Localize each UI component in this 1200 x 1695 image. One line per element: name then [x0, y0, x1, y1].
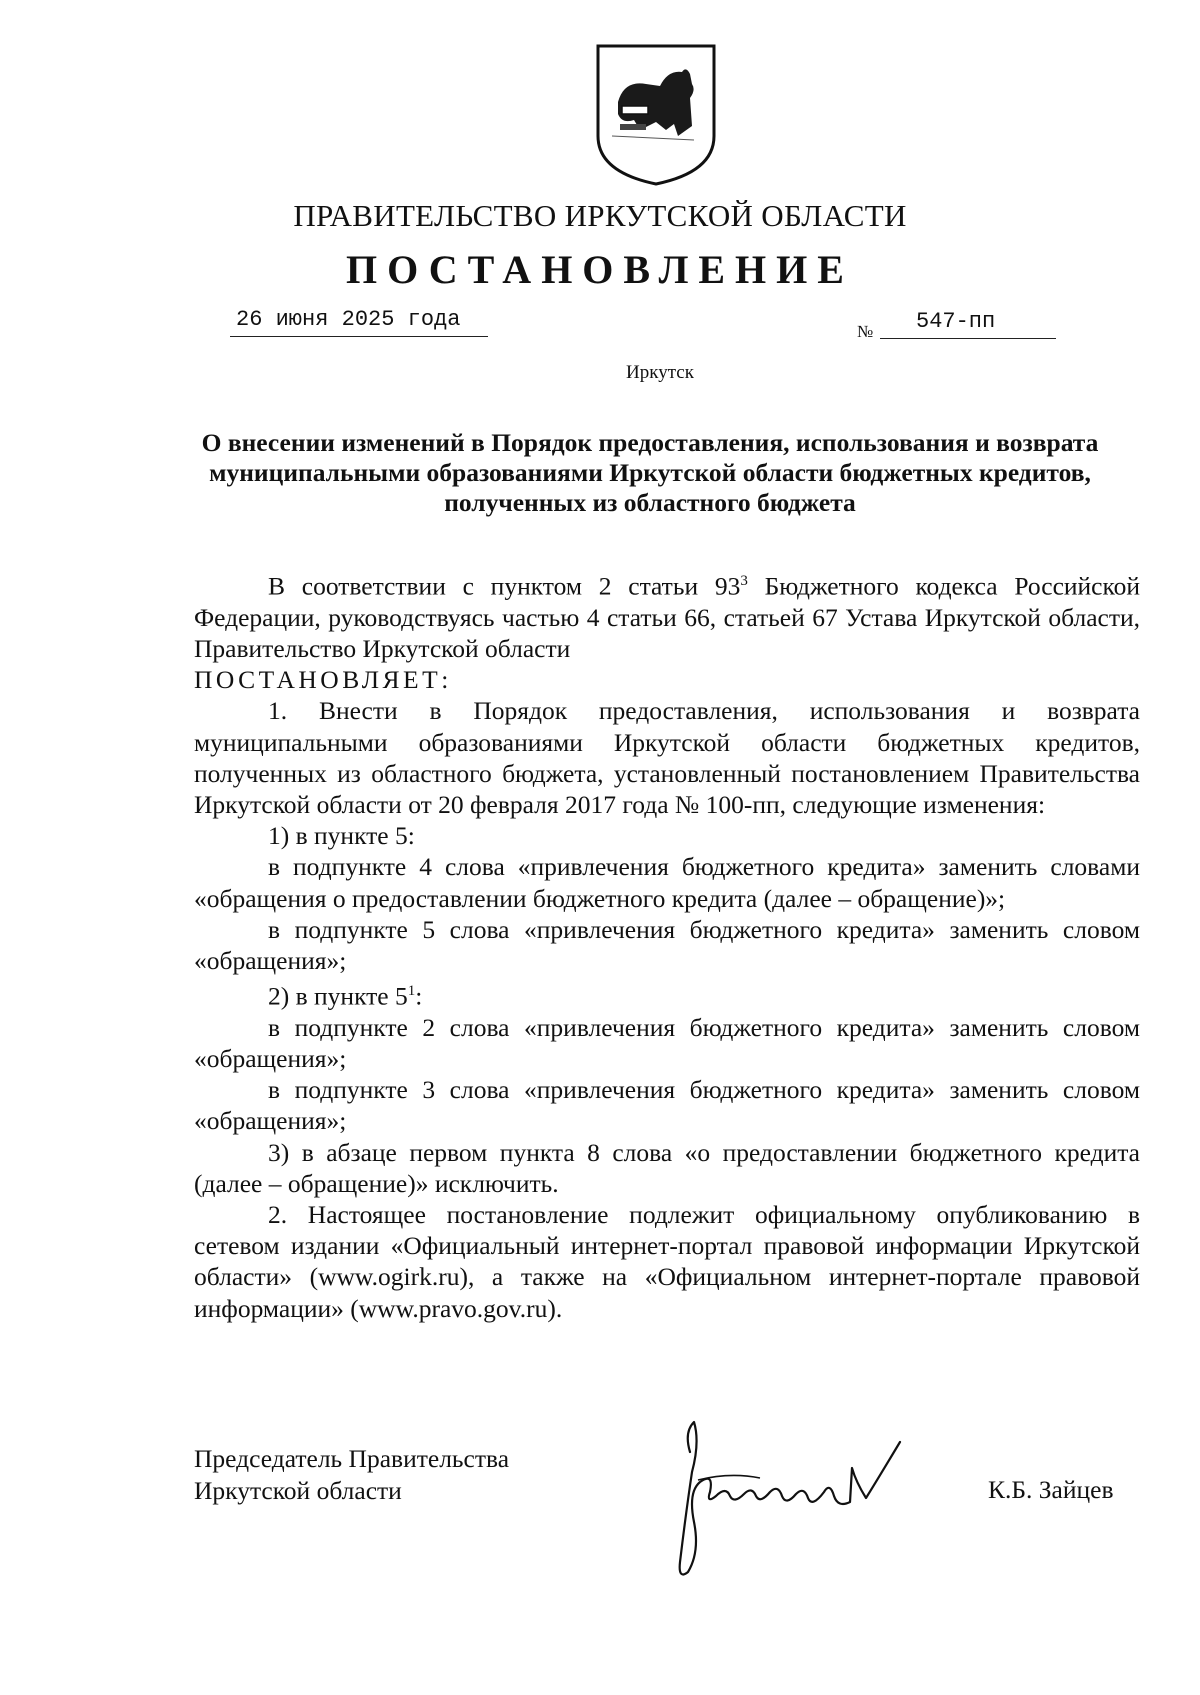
clause-1-2: [194, 976, 1140, 1012]
preamble-superscript: 3: [740, 573, 748, 589]
preamble-text: В соответствии с пунктом 2 статьи 93: [268, 571, 741, 601]
document-type: ПОСТАНОВЛЕНИЕ: [346, 247, 854, 292]
clause-1: 1. Внести в Порядок предоставления, использования и возврата муниципальными образованиями Иркутской области бюджетных кредитов, полученных из областного бюджета, установленный постановлением Правительства Иркутской области от 20 февраля 2017 года № 100-пп, следующие изменения:: [194, 696, 1140, 819]
clause-1-2-a: в подпункте 2 слова «привлечения бюджетного кредита» заменить словом «обращения»;: [194, 1012, 1140, 1074]
authority-name: ПРАВИТЕЛЬСТВО ИРКУТСКОЙ ОБЛАСТИ: [293, 198, 907, 233]
clause-1-2-colon: :: [415, 981, 423, 1011]
preamble-paragraph: [194, 566, 1140, 664]
clause-1-1-b: в подпункте 5 слова «привлечения бюджетного кредита» заменить словом «обращения»;: [194, 914, 1140, 975]
clause-1-2-b: в подпункте 3 слова «привлечения бюджетного кредита» заменить словом «обращения»;: [194, 1075, 1140, 1136]
clause-1-2-superscript: 1: [407, 983, 416, 1000]
document-title: О внесении изменений в Порядок предоставления, использования и возврата муниципальными образованиями Иркутской области бюджетных кредитов, полученных из областного бюджета: [201, 428, 1099, 517]
clause-1-1: 1) в пункте 5:: [268, 821, 415, 851]
city: Иркутск: [626, 362, 694, 383]
signer-name: К.Б. Зайцев: [988, 1475, 1114, 1504]
preamble-text-cont: Бюджетного кодекса Российской Федерации, руководствуясь частью 4 статьи 66, статьей 67 Устава Иркутской области, Правительство Иркутской области: [194, 571, 1140, 663]
irkutsk-coat-of-arms-icon: [594, 40, 718, 188]
signer-position-line1: Председатель Правительства: [194, 1444, 510, 1473]
clause-1-1-a: в подпункте 4 слова «привлечения бюджетного кредита» заменить словами «обращения о предоставлении бюджетного кредита (далее – обращение)»;: [194, 852, 1140, 913]
handwritten-signature: [670, 1412, 950, 1587]
clause-1-3: 3) в абзаце первом пункта 8 слова «о предоставлении бюджетного кредита (далее – обращение)» исключить.: [194, 1137, 1140, 1198]
document-body: [194, 566, 1140, 1324]
signer-position: [194, 1443, 614, 1506]
resolves-heading: ПОСТАНОВЛЯЕТ:: [194, 665, 452, 695]
document-date: 26 июня 2025 года: [230, 307, 488, 337]
number-sign: №: [857, 322, 874, 341]
clause-2: 2. Настоящее постановление подлежит официальному опубликованию в сетевом издании «Официальный интернет-портал правовой информации Иркутской области» (www.ogirk.ru), а также на «Официальном интернет-портале правовой информации» (www.pravo.gov.ru).: [194, 1200, 1140, 1323]
clause-1-2-text: 2) в пункте 5: [268, 981, 408, 1011]
signer-position-line2: Иркутской области: [194, 1475, 402, 1505]
document-number: 547-пп: [880, 309, 1056, 339]
